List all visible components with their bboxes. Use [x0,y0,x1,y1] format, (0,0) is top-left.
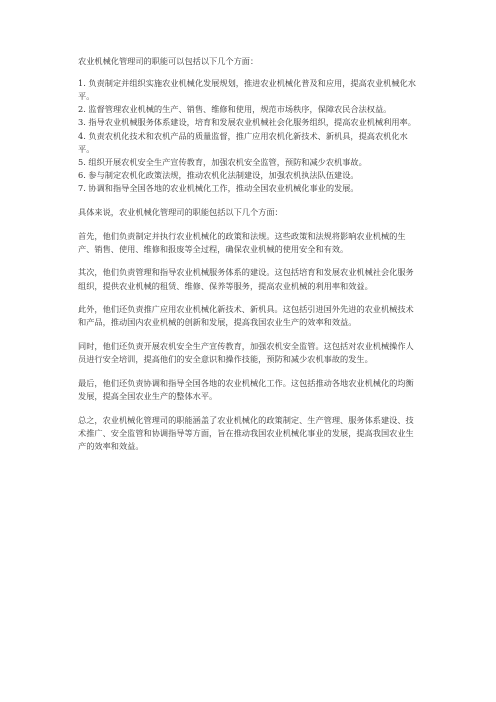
list-item: 2. 监督管理农业机械的生产、销售、维修和使用，规范市场秩序，保障农民合法权益。 [78,104,392,115]
paragraph: 此外，他们还负责推广应用农业机械化新技术、新机具。这包括引进国外先进的农业机械技术和产品，推动国内农业机械的创新和发展，提高我国农业生产的效率和效益。 [78,304,414,328]
intro-text: 农业机械化管理司的职能可以包括以下几个方面： [78,56,259,66]
paragraph: 总之，农业机械化管理司的职能涵盖了农业机械化的政策制定、生产管理、服务体系建设、技术推广、安全监管和协调指导等方面，旨在推动我国农业机械化事业的发展，提高我国农业生产的效率和效益。 [78,414,414,451]
section-intro-text: 具体来说，农业机械化管理司的职能包括以下几个方面： [78,207,283,218]
function-list [78,77,420,196]
paragraph: 首先，他们负责制定并执行农业机械化的政策和法规。这些政策和法规将影响农业机械的生产、销售、使用、维修和报废等全过程，确保农业机械的使用安全和有效。 [78,230,406,254]
list-item: 6. 参与制定农机化政策法规，推动农机化法制建设，加强农机执法队伍建设。 [78,170,359,181]
list-item: 3. 指导农业机械服务体系建设，培育和发展农业机械社会化服务组织，提高农业机械利用率。 [78,117,416,128]
paragraph: 其次，他们负责管理和指导农业机械服务体系的建设。这包括培育和发展农业机械社会化服务组织，提供农业机械的租赁、维修、保养等服务，提高农业机械的利用率和效益。 [78,267,414,291]
paragraph: 同时，他们还负责开展农机安全生产宣传教育，加强农机安全监管。这包括对农业机械操作人员进行安全培训，提高他们的安全意识和操作技能，预防和减少农机事故的发生。 [78,341,414,365]
document-body [78,55,420,453]
paragraph: 最后，他们还负责协调和指导全国各地的农业机械化工作。这包括推动各地农业机械化的均衡发展，提高全国农业生产的整体水平。 [78,377,414,401]
list-item: 1. 负责制定并组织实施农业机械化发展规划，推进农业机械化普及和应用，提高农业机械化水平。 [78,77,416,101]
list-item: 5. 组织开展农机安全生产宣传教育，加强农机安全监管，预防和减少农机事故。 [78,157,367,168]
list-item: 4. 负责农机化技术和农机产品的质量监督，推广应用农机化新技术、新机具，提高农机化水平。 [78,130,408,154]
list-item: 7. 协调和指导全国各地的农业机械化工作，推动全国农业机械化事业的发展。 [78,183,359,194]
